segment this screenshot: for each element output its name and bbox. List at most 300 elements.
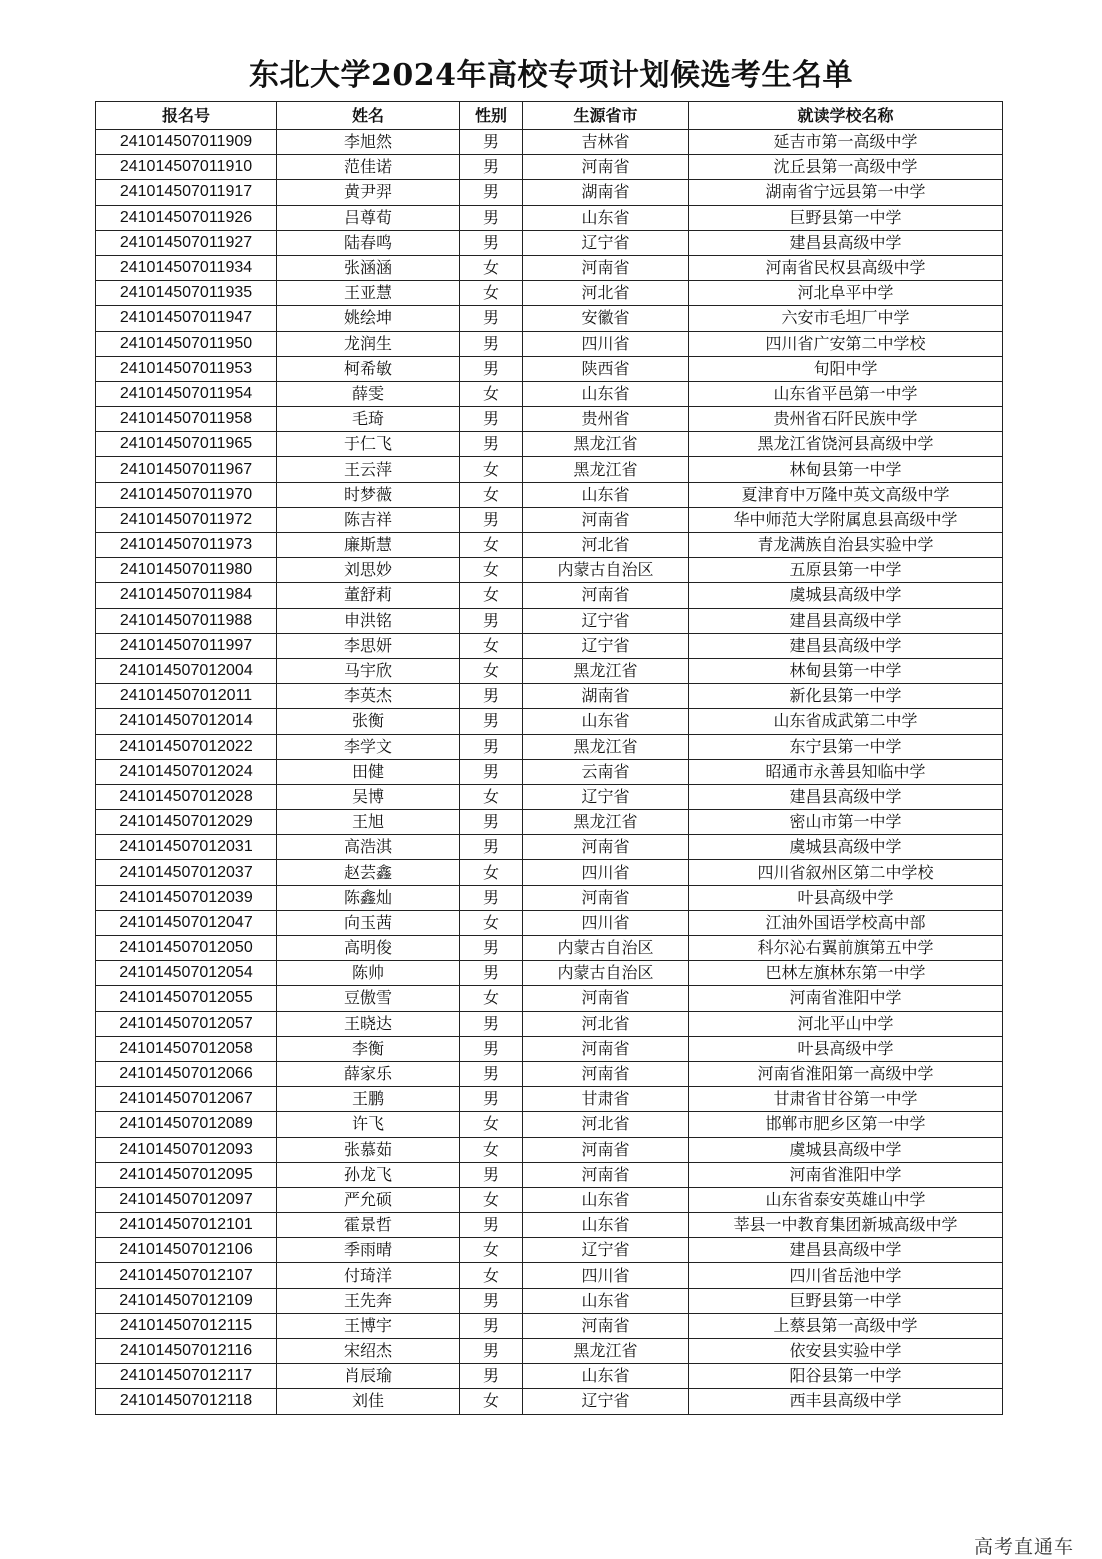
gender-cell: 男 [460,709,523,734]
registration-number-cell: 241014507011980 [96,558,277,583]
registration-number-cell: 241014507011972 [96,507,277,532]
registration-number-cell: 241014507011934 [96,255,277,280]
table-row [96,1187,1003,1212]
registration-number-cell: 241014507012055 [96,986,277,1011]
name-cell: 薛家乐 [277,1061,460,1086]
gender-cell: 男 [460,1011,523,1036]
province-cell: 山东省 [523,1213,689,1238]
name-cell: 刘思妙 [277,558,460,583]
name-cell: 陈帅 [277,961,460,986]
province-cell: 辽宁省 [523,230,689,255]
registration-number-cell: 241014507011926 [96,205,277,230]
registration-number-cell: 241014507011927 [96,230,277,255]
name-cell: 薛雯 [277,381,460,406]
school-cell: 河南省民权县高级中学 [689,255,1003,280]
gender-cell: 女 [460,558,523,583]
gender-cell: 男 [460,810,523,835]
registration-number-cell: 241014507012057 [96,1011,277,1036]
school-cell: 建昌县高级中学 [689,1238,1003,1263]
school-cell: 山东省成武第二中学 [689,709,1003,734]
name-cell: 时梦薇 [277,482,460,507]
registration-number-cell: 241014507012109 [96,1288,277,1313]
name-cell: 柯希敏 [277,356,460,381]
school-cell: 贵州省石阡民族中学 [689,407,1003,432]
table-row [96,1061,1003,1086]
province-cell: 内蒙古自治区 [523,936,689,961]
registration-number-cell: 241014507011947 [96,306,277,331]
school-cell: 巨野县第一中学 [689,1288,1003,1313]
name-cell: 王先奔 [277,1288,460,1313]
table-row [96,885,1003,910]
province-cell: 河南省 [523,986,689,1011]
page-title: 东北大学2024年高校专项计划候选考生名单 [249,58,853,93]
table-row [96,558,1003,583]
province-cell: 辽宁省 [523,1389,689,1414]
gender-cell: 女 [460,1187,523,1212]
gender-cell: 男 [460,1339,523,1364]
name-cell: 陈吉祥 [277,507,460,532]
province-cell: 辽宁省 [523,633,689,658]
school-cell: 河北平山中学 [689,1011,1003,1036]
school-cell: 黑龙江省饶河县高级中学 [689,432,1003,457]
school-cell: 五原县第一中学 [689,558,1003,583]
registration-number-cell: 241014507011997 [96,633,277,658]
table-row [96,381,1003,406]
registration-number-cell: 241014507011909 [96,130,277,155]
registration-number-cell: 241014507012050 [96,936,277,961]
province-cell: 甘肃省 [523,1087,689,1112]
header-registration-number: 报名号 [96,102,277,130]
school-cell: 河北阜平中学 [689,281,1003,306]
school-cell: 建昌县高级中学 [689,608,1003,633]
registration-number-cell: 241014507011970 [96,482,277,507]
table-row [96,583,1003,608]
school-cell: 林甸县第一中学 [689,658,1003,683]
name-cell: 陈鑫灿 [277,885,460,910]
name-cell: 季雨晴 [277,1238,460,1263]
gender-cell: 男 [460,684,523,709]
school-cell: 科尔沁右翼前旗第五中学 [689,936,1003,961]
header-province: 生源省市 [523,102,689,130]
gender-cell: 女 [460,457,523,482]
school-cell: 四川省叙州区第二中学校 [689,860,1003,885]
school-cell: 林甸县第一中学 [689,457,1003,482]
school-cell: 山东省泰安英雄山中学 [689,1187,1003,1212]
province-cell: 四川省 [523,1263,689,1288]
name-cell: 李旭然 [277,130,460,155]
table-row [96,709,1003,734]
name-cell: 严允硕 [277,1187,460,1212]
name-cell: 陆春鸣 [277,230,460,255]
province-cell: 黑龙江省 [523,432,689,457]
province-cell: 河南省 [523,583,689,608]
name-cell: 王晓达 [277,1011,460,1036]
registration-number-cell: 241014507012067 [96,1087,277,1112]
province-cell: 辽宁省 [523,784,689,809]
school-cell: 密山市第一中学 [689,810,1003,835]
registration-number-cell: 241014507012011 [96,684,277,709]
school-cell: 叶县高级中学 [689,1036,1003,1061]
gender-cell: 女 [460,1238,523,1263]
table-row [96,835,1003,860]
table-row [96,1238,1003,1263]
registration-number-cell: 241014507011973 [96,533,277,558]
name-cell: 廉斯慧 [277,533,460,558]
table-row [96,432,1003,457]
registration-number-cell: 241014507012066 [96,1061,277,1086]
gender-cell: 男 [460,407,523,432]
gender-cell: 女 [460,1137,523,1162]
registration-number-cell: 241014507011953 [96,356,277,381]
table-row [96,1162,1003,1187]
name-cell: 王博宇 [277,1313,460,1338]
gender-cell: 男 [460,734,523,759]
registration-number-cell: 241014507011954 [96,381,277,406]
name-cell: 李英杰 [277,684,460,709]
table-row [96,130,1003,155]
province-cell: 辽宁省 [523,608,689,633]
province-cell: 内蒙古自治区 [523,558,689,583]
province-cell: 黑龙江省 [523,658,689,683]
province-cell: 河南省 [523,155,689,180]
name-cell: 毛琦 [277,407,460,432]
registration-number-cell: 241014507011910 [96,155,277,180]
table-row [96,457,1003,482]
gender-cell: 男 [460,306,523,331]
name-cell: 于仁飞 [277,432,460,457]
table-row [96,1137,1003,1162]
province-cell: 河南省 [523,507,689,532]
province-cell: 河北省 [523,1011,689,1036]
province-cell: 山东省 [523,482,689,507]
name-cell: 吴博 [277,784,460,809]
watermark: 高考直通车 [973,1536,1074,1558]
province-cell: 四川省 [523,910,689,935]
school-cell: 建昌县高级中学 [689,784,1003,809]
gender-cell: 男 [460,1288,523,1313]
gender-cell: 女 [460,255,523,280]
province-cell: 河南省 [523,1137,689,1162]
school-cell: 阳谷县第一中学 [689,1364,1003,1389]
name-cell: 高明俊 [277,936,460,961]
name-cell: 赵芸鑫 [277,860,460,885]
province-cell: 河北省 [523,1112,689,1137]
province-cell: 四川省 [523,860,689,885]
registration-number-cell: 241014507011965 [96,432,277,457]
gender-cell: 女 [460,281,523,306]
table-row [96,810,1003,835]
name-cell: 张衡 [277,709,460,734]
province-cell: 山东省 [523,205,689,230]
province-cell: 河北省 [523,533,689,558]
province-cell: 黑龙江省 [523,1339,689,1364]
gender-cell: 女 [460,1263,523,1288]
province-cell: 河南省 [523,255,689,280]
gender-cell: 男 [460,936,523,961]
gender-cell: 女 [460,784,523,809]
school-cell: 河南省淮阳中学 [689,1162,1003,1187]
gender-cell: 男 [460,1061,523,1086]
name-cell: 李衡 [277,1036,460,1061]
school-cell: 沈丘县第一高级中学 [689,155,1003,180]
name-cell: 申洪铭 [277,608,460,633]
school-cell: 东宁县第一中学 [689,734,1003,759]
registration-number-cell: 241014507012039 [96,885,277,910]
table-row [96,1112,1003,1137]
school-cell: 虞城县高级中学 [689,583,1003,608]
gender-cell: 女 [460,633,523,658]
registration-number-cell: 241014507012054 [96,961,277,986]
name-cell: 王鹏 [277,1087,460,1112]
province-cell: 河北省 [523,281,689,306]
province-cell: 黑龙江省 [523,810,689,835]
province-cell: 内蒙古自治区 [523,961,689,986]
header-name: 姓名 [277,102,460,130]
province-cell: 河南省 [523,1162,689,1187]
registration-number-cell: 241014507012031 [96,835,277,860]
table-row [96,507,1003,532]
table-row [96,910,1003,935]
table-row [96,1036,1003,1061]
registration-number-cell: 241014507012093 [96,1137,277,1162]
gender-cell: 女 [460,533,523,558]
name-cell: 王亚慧 [277,281,460,306]
name-cell: 刘佳 [277,1389,460,1414]
school-cell: 建昌县高级中学 [689,633,1003,658]
province-cell: 山东省 [523,1187,689,1212]
name-cell: 向玉茜 [277,910,460,935]
table-row [96,331,1003,356]
registration-number-cell: 241014507011958 [96,407,277,432]
registration-number-cell: 241014507012024 [96,759,277,784]
name-cell: 马宇欣 [277,658,460,683]
school-cell: 巴林左旗林东第一中学 [689,961,1003,986]
school-cell: 六安市毛坦厂中学 [689,306,1003,331]
gender-cell: 男 [460,432,523,457]
name-cell: 吕尊荀 [277,205,460,230]
table-row [96,608,1003,633]
school-cell: 虞城县高级中学 [689,835,1003,860]
province-cell: 山东省 [523,381,689,406]
gender-cell: 男 [460,835,523,860]
name-cell: 董舒莉 [277,583,460,608]
registration-number-cell: 241014507011917 [96,180,277,205]
name-cell: 许飞 [277,1112,460,1137]
table-row [96,356,1003,381]
registration-number-cell: 241014507012095 [96,1162,277,1187]
table-row [96,255,1003,280]
gender-cell: 女 [460,910,523,935]
table-row [96,533,1003,558]
gender-cell: 男 [460,608,523,633]
gender-cell: 男 [460,759,523,784]
gender-cell: 女 [460,583,523,608]
gender-cell: 男 [460,180,523,205]
table-row [96,759,1003,784]
gender-cell: 男 [460,961,523,986]
gender-cell: 男 [460,1036,523,1061]
gender-cell: 女 [460,860,523,885]
province-cell: 安徽省 [523,306,689,331]
name-cell: 田健 [277,759,460,784]
registration-number-cell: 241014507012022 [96,734,277,759]
school-cell: 夏津育中万隆中英文高级中学 [689,482,1003,507]
registration-number-cell: 241014507012097 [96,1187,277,1212]
registration-number-cell: 241014507011984 [96,583,277,608]
school-cell: 虞城县高级中学 [689,1137,1003,1162]
school-cell: 巨野县第一中学 [689,205,1003,230]
name-cell: 高浩淇 [277,835,460,860]
table-row [96,1364,1003,1389]
province-cell: 黑龙江省 [523,734,689,759]
table-row [96,1339,1003,1364]
name-cell: 豆傲雪 [277,986,460,1011]
school-cell: 湖南省宁远县第一中学 [689,180,1003,205]
table-row [96,1087,1003,1112]
table-row [96,784,1003,809]
gender-cell: 男 [460,205,523,230]
school-cell: 邯郸市肥乡区第一中学 [689,1112,1003,1137]
province-cell: 云南省 [523,759,689,784]
school-cell: 山东省平邑第一中学 [689,381,1003,406]
name-cell: 张涵涵 [277,255,460,280]
province-cell: 黑龙江省 [523,457,689,482]
province-cell: 河南省 [523,1061,689,1086]
province-cell: 陕西省 [523,356,689,381]
province-cell: 山东省 [523,709,689,734]
gender-cell: 男 [460,507,523,532]
registration-number-cell: 241014507011950 [96,331,277,356]
gender-cell: 男 [460,1313,523,1338]
registration-number-cell: 241014507012117 [96,1364,277,1389]
table-row [96,658,1003,683]
registration-number-cell: 241014507012118 [96,1389,277,1414]
gender-cell: 男 [460,155,523,180]
province-cell: 吉林省 [523,130,689,155]
province-cell: 山东省 [523,1288,689,1313]
table-row [96,936,1003,961]
gender-cell: 女 [460,1389,523,1414]
name-cell: 付琦洋 [277,1263,460,1288]
gender-cell: 男 [460,230,523,255]
school-cell: 华中师范大学附属息县高级中学 [689,507,1003,532]
province-cell: 四川省 [523,331,689,356]
province-cell: 河南省 [523,835,689,860]
registration-number-cell: 241014507012116 [96,1339,277,1364]
registration-number-cell: 241014507011935 [96,281,277,306]
table-row [96,1011,1003,1036]
registration-number-cell: 241014507012107 [96,1263,277,1288]
name-cell: 龙润生 [277,331,460,356]
table-row [96,230,1003,255]
gender-cell: 男 [460,1087,523,1112]
header-school: 就读学校名称 [689,102,1003,130]
table-row [96,1389,1003,1414]
province-cell: 河南省 [523,885,689,910]
table-row [96,482,1003,507]
table-row [96,633,1003,658]
province-cell: 湖南省 [523,684,689,709]
name-cell: 王旭 [277,810,460,835]
table-row [96,1313,1003,1338]
gender-cell: 女 [460,1112,523,1137]
school-cell: 西丰县高级中学 [689,1389,1003,1414]
registration-number-cell: 241014507012047 [96,910,277,935]
registration-number-cell: 241014507012106 [96,1238,277,1263]
table-row [96,180,1003,205]
registration-number-cell: 241014507011967 [96,457,277,482]
table-row [96,281,1003,306]
gender-cell: 男 [460,130,523,155]
registration-number-cell: 241014507012028 [96,784,277,809]
school-cell: 上蔡县第一高级中学 [689,1313,1003,1338]
table-row [96,205,1003,230]
table-row [96,1263,1003,1288]
province-cell: 贵州省 [523,407,689,432]
name-cell: 李思妍 [277,633,460,658]
gender-cell: 男 [460,331,523,356]
province-cell: 辽宁省 [523,1238,689,1263]
name-cell: 王云萍 [277,457,460,482]
school-cell: 叶县高级中学 [689,885,1003,910]
school-cell: 青龙满族自治县实验中学 [689,533,1003,558]
registration-number-cell: 241014507012058 [96,1036,277,1061]
gender-cell: 女 [460,986,523,1011]
gender-cell: 男 [460,885,523,910]
name-cell: 宋绍杰 [277,1339,460,1364]
table-row [96,306,1003,331]
table-row [96,684,1003,709]
table-row [96,734,1003,759]
table-row [96,1288,1003,1313]
school-cell: 延吉市第一高级中学 [689,130,1003,155]
gender-cell: 女 [460,482,523,507]
gender-cell: 男 [460,1213,523,1238]
name-cell: 姚绘坤 [277,306,460,331]
name-cell: 张慕茹 [277,1137,460,1162]
province-cell: 河南省 [523,1313,689,1338]
school-cell: 河南省淮阳中学 [689,986,1003,1011]
table-row [96,986,1003,1011]
registration-number-cell: 241014507012004 [96,658,277,683]
name-cell: 孙龙飞 [277,1162,460,1187]
header-gender: 性别 [460,102,523,130]
gender-cell: 男 [460,356,523,381]
school-cell: 建昌县高级中学 [689,230,1003,255]
province-cell: 湖南省 [523,180,689,205]
school-cell: 新化县第一中学 [689,684,1003,709]
name-cell: 肖辰瑜 [277,1364,460,1389]
table-row [96,1213,1003,1238]
gender-cell: 男 [460,1364,523,1389]
school-cell: 江油外国语学校高中部 [689,910,1003,935]
gender-cell: 女 [460,658,523,683]
registration-number-cell: 241014507012029 [96,810,277,835]
table-row [96,155,1003,180]
name-cell: 霍景哲 [277,1213,460,1238]
table-row [96,407,1003,432]
school-cell: 河南省淮阳第一高级中学 [689,1061,1003,1086]
registration-number-cell: 241014507012101 [96,1213,277,1238]
registration-number-cell: 241014507012089 [96,1112,277,1137]
province-cell: 山东省 [523,1364,689,1389]
gender-cell: 女 [460,381,523,406]
registration-number-cell: 241014507011988 [96,608,277,633]
table-row [96,860,1003,885]
name-cell: 李学文 [277,734,460,759]
table-body [96,130,1003,1415]
school-cell: 昭通市永善县知临中学 [689,759,1003,784]
